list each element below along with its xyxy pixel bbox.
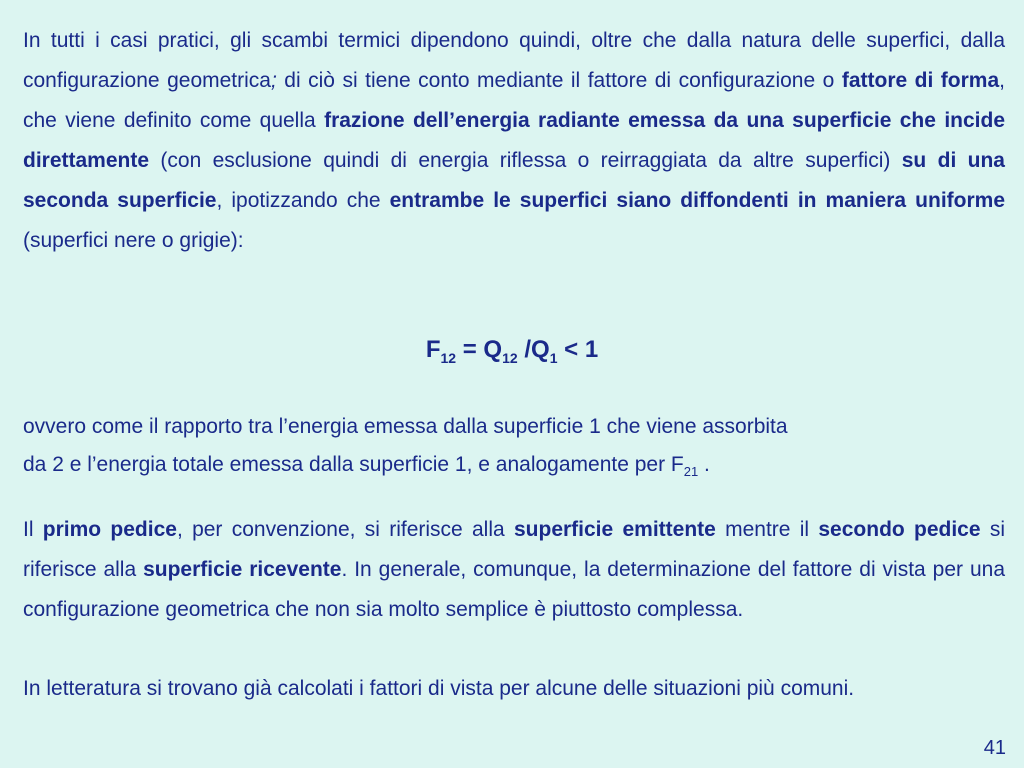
intro-text-5: , ipotizzando che (216, 189, 390, 212)
superficie-ricevente-bold: superficie ricevente (143, 558, 342, 581)
literature-text: In letteratura si trovano già calcolati i fattori di vista per alcune delle situazioni più comuni. (23, 677, 855, 700)
second-surface-bold: su di una seconda superficie (23, 149, 1005, 212)
formula-eq-q: = Q (456, 336, 503, 363)
intro-text-2: di ciò si tiene conto mediante il fattore di configurazione o (276, 69, 842, 92)
subs-text-5: . In generale, comunque, la determinazione del fattore di vista per una configurazione geometrica che non sia molto semplice è piuttosto complessa. (23, 558, 1005, 621)
subs-text-2: , per convenzione, si riferisce alla (176, 518, 514, 541)
paragraph-ratio (23, 408, 1005, 491)
page-number: 41 (983, 737, 1006, 759)
secondo-pedice-bold: secondo pedice (818, 518, 981, 541)
subs-text-3: mentre il (715, 518, 819, 541)
formula-q1-subscript: 1 (549, 349, 558, 366)
subs-text-1: Il (23, 518, 43, 541)
intro-text-6: (superfici nere o grigie): (23, 229, 244, 252)
formula-f: F (425, 336, 441, 363)
formula-lt-one: < 1 (557, 336, 599, 363)
formula-div-q: /Q (517, 336, 550, 363)
intro-semicolon: ; (270, 69, 277, 92)
formula-f-subscript: 12 (440, 349, 457, 366)
ratio-line-2: da 2 e l’energia totale emessa dalla superficie 1, e analogamente per F (23, 453, 684, 476)
diffusing-surfaces-bold: entrambe le superfici siano diffondenti in maniera uniforme (389, 189, 1006, 212)
ratio-f21-subscript: 21 (683, 464, 699, 480)
subs-text-4: si riferisce alla (23, 518, 1005, 581)
paragraph-literature (23, 669, 1005, 709)
intro-text-4: (con esclusione quindi di energia riflessa o reirraggiata da altre superfici) (149, 149, 902, 172)
paragraph-intro (23, 21, 1005, 261)
ratio-end: . (698, 453, 710, 476)
term-fattore-di-forma: fattore di forma (841, 69, 1000, 92)
intro-text-1: In tutti i casi pratici, gli scambi termici dipendono quindi, oltre che dalla natura delle superfici, dalla configurazione geometrica (23, 29, 1005, 92)
paragraph-subscripts (23, 510, 1005, 630)
ratio-line-1: ovvero come il rapporto tra l’energia emessa dalla superficie 1 che viene assorbita (23, 415, 788, 438)
intro-text-3: , che viene definito come quella (23, 69, 1005, 132)
definition-bold: frazione dell’energia radiante emessa da una superficie che incide direttamente (23, 109, 1006, 172)
view-factor-formula (0, 330, 1024, 378)
superficie-emittente-bold: superficie emittente (513, 518, 716, 541)
primo-pedice-bold: primo pedice (42, 518, 177, 541)
formula-q12-subscript: 12 (502, 349, 518, 366)
